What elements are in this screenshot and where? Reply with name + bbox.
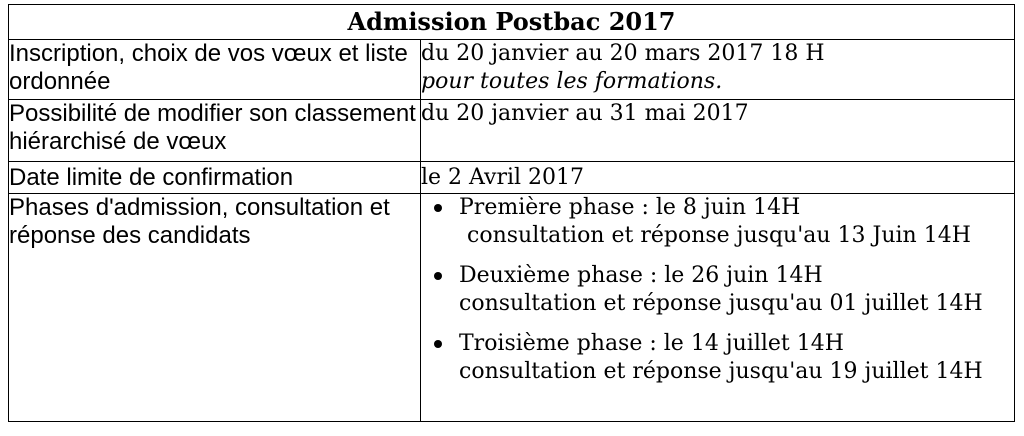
bullet-icon: [434, 204, 442, 212]
value-line: du 20 janvier au 31 mai 2017: [421, 101, 749, 126]
bullet-icon: [434, 272, 442, 280]
row-label: Phases d'admission, consultation et réponse des candidats: [9, 194, 421, 422]
phase-line: Première phase : le 8 juin 14H: [459, 195, 801, 220]
phase-subline: consultation et réponse jusqu'au 01 juillet 14H: [459, 291, 983, 316]
value-line: du 20 janvier au 20 mars 2017 18 H: [421, 41, 825, 66]
table-title: Admission Postbac 2017: [9, 5, 1015, 40]
title-row: [9, 5, 1015, 40]
phase-line: Troisième phase : le 14 juillet 14H: [459, 331, 844, 356]
row-value: [421, 40, 1015, 100]
table-row-phases: [9, 194, 1015, 422]
table-row-modification: [9, 100, 1015, 162]
admission-table: [8, 4, 1015, 422]
list-item: [451, 330, 1014, 386]
row-label: Possibilité de modifier son classement hiérarchisé de vœux: [9, 100, 421, 162]
row-value: [421, 162, 1015, 194]
phase-subline: consultation et réponse jusqu'au 19 juillet 14H: [459, 359, 983, 384]
value-line-italic: pour toutes les formations.: [421, 69, 723, 94]
row-value: [421, 194, 1015, 422]
row-label: Inscription, choix de vos vœux et liste ordonnée: [9, 40, 421, 100]
phase-list: [451, 194, 1014, 386]
list-item: [451, 194, 1014, 250]
table-row-confirmation: [9, 162, 1015, 194]
row-label: Date limite de confirmation: [9, 162, 421, 194]
list-item: [451, 262, 1014, 318]
value-line: le 2 Avril 2017: [421, 165, 585, 190]
phase-line: Deuxième phase : le 26 juin 14H: [459, 263, 823, 288]
phase-subline: consultation et réponse jusqu'au 13 Juin 14H: [467, 223, 971, 248]
row-value: [421, 100, 1015, 162]
table-row-inscription: [9, 40, 1015, 100]
bullet-icon: [434, 340, 442, 348]
